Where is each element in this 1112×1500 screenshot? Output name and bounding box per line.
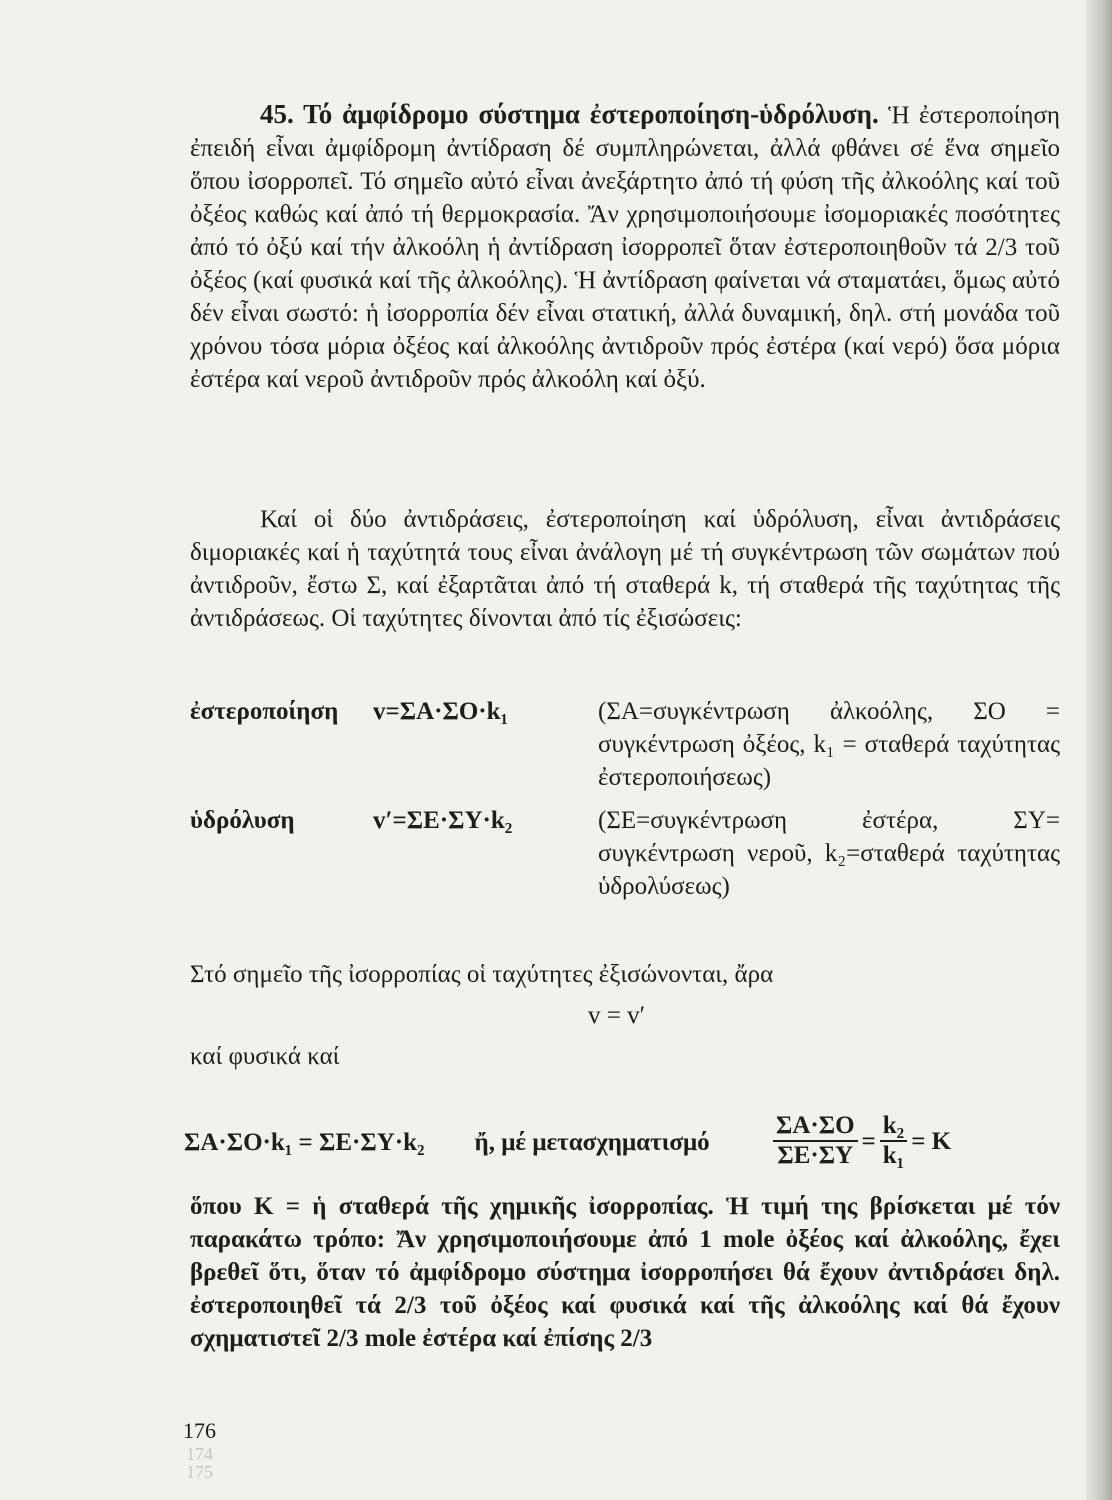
paragraph-3: ὅπου K = ἡ σταθερά τῆς χημικῆς ἰσορροπίας. Ἡ τιμή της βρίσκεται μέ τόν παρακάτω τρόπο: Ἄν χρησιμοποιήσουμε ἀπό 1 mole ὀξέος καί ἀλκοόλης, ἔχει βρεθεῖ ὅτι, ὅταν τό ἀμφίδρομο σύστημα ἰσορροπήσει θά ἔχουν ἀντιδράσει δηλ. ἐστεροποιηθεῖ τά 2/3 τοῦ ὀξέος καί φυσικά καί τῆς ἀλκοόλης καί θά ἔχουν σχηματιστεῖ 2/3 mole ἐστέρα καί ἐπίσης 2/3 [190, 1193, 1060, 1352]
main-equation: ΣA·ΣO·k₁ = ΣE·ΣY·k₂ [184, 1129, 425, 1156]
hydrolysis-label: ὑδρόλυση [190, 807, 295, 834]
equals-k: = K [911, 1127, 952, 1155]
hydrolysis-formula: v′=ΣE·ΣY·k₂ [373, 807, 513, 834]
equilibrium-equation-row [184, 1112, 1064, 1182]
transform-text: ἤ, μέ μετασχηματισμό [474, 1129, 710, 1156]
paragraph-1-text: Ἡ ἐστεροποίηση ἐπειδή εἶναι ἀμφίδρομη ἀντίδραση δέ συμπληρώνεται, ἀλλά φθάνει σέ ἕνα σημεῖο ὅπου ἰσορροπεῖ. Τό σημεῖο αὐτό εἶναι ἀνεξάρτητο ἀπό τή φύση τῆς ἀλκοόλης καί τοῦ ὀξέος καθώς καί ἀπό τή θερμοκρασία. Ἄν χρησιμοποιήσουμε ἰσομοριακές ποσότητες ἀπό τό ὀξύ καί τήν ἀλκοόλη ἡ ἀντίδραση ἰσορροπεῖ ὅταν ἐστεροποιηθοῦν τά 2/3 τοῦ ὀξέος (καί φυσικά καί τῆς ἀλκοόλης). Ἡ ἀντίδραση φαίνεται νά σταματάει, ὅμως αὐτό δέν εἶναι σωστό: ἡ ἰσορροπία δέν εἶναι στατική, ἀλλά δυναμική, δηλ. στή μονάδα τοῦ χρόνου τόσα μόρια ὀξέος καί ἀλκοόλης ἀντιδροῦν πρός ἐστέρα (καί νερό) ὅσα μόρια ἐστέρα καί νεροῦ ἀντιδροῦν πρός ἀλκοόλη καί ὀξύ. [190, 102, 1060, 393]
equilibrium-statement: Στό σημεῖο τῆς ἰσορροπίας οἱ ταχύτητες ἐξισώνονται, ἄρα [190, 961, 774, 988]
fraction-2-numerator: k₂ [880, 1112, 907, 1142]
section-heading: 45. Τό ἀμφίδρομο σύστημα ἐστεροποίηση-ὑδρόλυση. [260, 99, 879, 129]
velocity-equality: v = v′ [588, 1002, 646, 1029]
esterification-formula: v=ΣA·ΣO·k₁ [373, 698, 509, 725]
fraction-2-denominator: k₁ [882, 1142, 905, 1169]
paragraph-2: Καί οἱ δύο ἀντιδράσεις, ἐστεροποίηση καί ὑδρόλυση, εἶναι ἀντιδράσεις διμοριακές καί ἡ ταχύτητά τους εἶναι ἀνάλογη μέ τή συγκέντρωση τῶν σωμάτων πού ἀντιδροῦν, ἔστω Σ, καί ἐξαρτᾶται ἀπό τή σταθερά k, τή σταθερά τῆς ταχύτητας τῆς ἀντιδράσεως. Οἱ ταχύτητες δίνονται ἀπό τίς ἐξισώσεις: [190, 506, 1060, 632]
rate-constant-fraction [880, 1112, 907, 1170]
esterification-label: ἐστεροποίηση [190, 698, 339, 725]
bleed-through-number-2: 175 [186, 1462, 213, 1482]
esterification-note: (ΣA=συγκέντρωση ἀλκοόλης, ΣO = συγκέντρωση ὀξέος, k₁ = σταθερά ταχύτητας ἐστεροποιήσεως) [598, 698, 1060, 791]
also-line: καί φυσικά καί [190, 1043, 340, 1070]
rate-equations [190, 695, 1060, 903]
equilibrium-constant-fraction [769, 1112, 951, 1170]
equilibrium-main-equation [184, 1126, 710, 1159]
fraction-1-numerator: ΣA·ΣO [773, 1112, 858, 1142]
page-number: 176 [183, 1418, 216, 1443]
fraction-1-denominator: ΣE·ΣY [777, 1142, 854, 1169]
intro-paragraph [190, 98, 1060, 396]
bleed-through-number-1: 174 [186, 1444, 213, 1464]
hydrolysis-note: (ΣE=συγκέντρωση ἐστέρα, ΣY= συγκέντρωση νεροῦ, k₂=σταθερά ταχύτητας ὑδρολύσεως) [598, 807, 1060, 900]
concentration-fraction [773, 1112, 858, 1170]
equals-sign: = [861, 1127, 876, 1155]
